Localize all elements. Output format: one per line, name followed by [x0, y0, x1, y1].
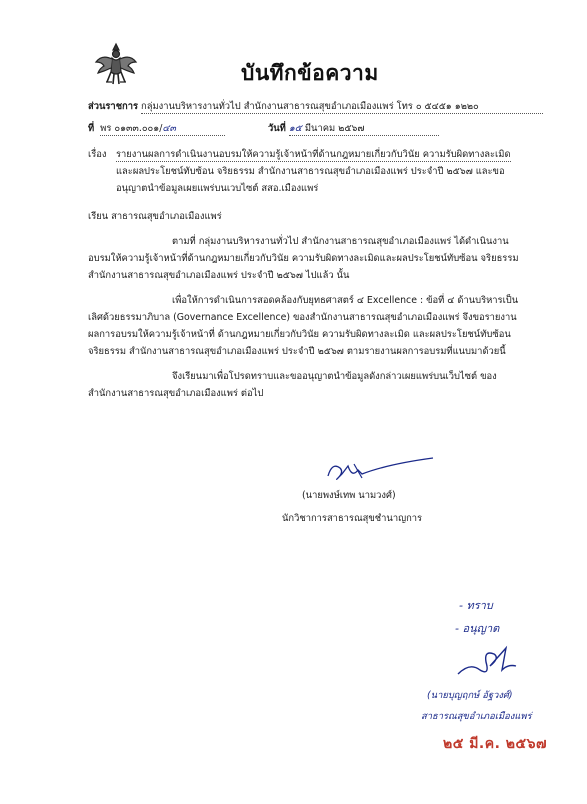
ref-row	[88, 123, 225, 136]
subject-line-2: และผลประโยชน์ทับซ้อน จริยธรรม สำนักงานสาธารณสุขอำเภอเมืองแพร่ ประจำปี ๒๕๖๗ และขอ	[116, 166, 505, 177]
body-p2-line-2: เลิศด้วยธรรมาภิบาล (Governance Excellence) ของสำนักงานสาธารณสุขอำเภอเมืองแพร่ จึงขอรายงาน	[88, 312, 517, 323]
signer-position: นักวิชาการสาธารณสุขชำนาญการ	[282, 513, 423, 524]
date-day-handwritten: ๑๕	[288, 123, 302, 134]
date-row	[268, 123, 439, 136]
date-label: วันที่	[268, 123, 286, 134]
salutation: เรียน สาธารณสุขอำเภอเมืองแพร่	[88, 211, 222, 222]
body-p2-line-4: จริยธรรม สำนักงานสาธารณสุขอำเภอเมืองแพร่ ประจำปี ๒๕๖๗ ตามรายงานผลการอบรมที่แนบมาด้วยนี้	[88, 346, 506, 357]
subject-line-3: อนุญาตนำข้อมูลเผยแพร่บนเวบไซต์ สสอ.เมืองแพร่	[116, 183, 319, 194]
approver-signature	[450, 640, 530, 680]
date-value: มีนาคม ๒๕๖๗	[304, 123, 365, 134]
signer-signature	[318, 448, 438, 488]
body-p3-line-2: สำนักงานสาธารณสุขอำเภอเมืองแพร่ ต่อไป	[88, 388, 264, 399]
agency-row	[88, 101, 543, 114]
ref-label: ที่	[88, 123, 95, 134]
body-p1-line-1: ตามที่ กลุ่มงานบริหารงานทั่วไป สำนักงานสาธารณสุขอำเภอเมืองแพร่ ได้ดำเนินงาน	[172, 236, 509, 247]
agency-value: กลุ่มงานบริหารงานทั่วไป สำนักงานสาธารณสุขอำเภอเมืองแพร่ โทร ๐ ๕๔๕๑ ๑๒๒๐	[141, 101, 543, 114]
body-p2-line-3: ผลการอบรมให้ความรู้เจ้าหน้าที่ ด้านกฎหมายเกี่ยวกับวินัย ความรับผิดทางละเมิด และผลประโยชน์ทับซ้อน	[88, 329, 511, 340]
document-title: บันทึกข้อความ	[241, 61, 379, 85]
body-p2-line-1: เพื่อให้การดำเนินการสอดคล้องกับยุทธศาสตร์ ๔ Excellence : ข้อที่ ๔ ด้านบริหารเป็น	[172, 295, 519, 306]
agency-label: ส่วนราชการ	[88, 101, 139, 112]
ref-value: พร ๐๑๓๓.๐๐๑/	[100, 123, 163, 134]
subject-label: เรื่อง	[88, 149, 107, 160]
body-p1-line-2: อบรมให้ความรู้เจ้าหน้าที่ด้านกฎหมายเกี่ยวกับวินัย ความรับผิดทางละเมิดและผลประโยชน์ทับซ้อน จริยธรรม	[88, 253, 519, 264]
approver-name: (นายบุญฤกษ์ อัฐวงศ์)	[427, 690, 513, 701]
body-p1-line-3: สำนักงานสาธารณสุขอำเภอเมืองแพร่ ประจำปี ๒๕๖๗ ไปแล้ว นั้น	[88, 270, 350, 281]
body-p3-line-1: จึงเรียนมาเพื่อโปรดทราบและขออนุญาตนำข้อมูลดังกล่าวเผยแพร่บนเว็บไซต์ ของ	[172, 371, 497, 382]
garuda-emblem-icon	[94, 40, 138, 88]
approval-date-stamp: ๒๕ มี.ค. ๒๕๖๗	[443, 736, 548, 752]
approver-position: สาธารณสุขอำเภอเมืองแพร่	[421, 711, 532, 722]
subject-line-1: รายงานผลการดำเนินงานอบรมให้ความรู้เจ้าหน้าที่ด้านกฎหมายเกี่ยวกับวินัย ความรับผิดทางละเมิด	[116, 149, 511, 160]
ref-number-handwritten: ๔๓	[162, 123, 176, 134]
signer-name: (นายพงษ์เทพ นามวงศ์)	[302, 490, 396, 501]
approval-note-acknowledged: - ทราบ	[459, 599, 493, 612]
approval-note-permitted: - อนุญาต	[455, 622, 500, 635]
